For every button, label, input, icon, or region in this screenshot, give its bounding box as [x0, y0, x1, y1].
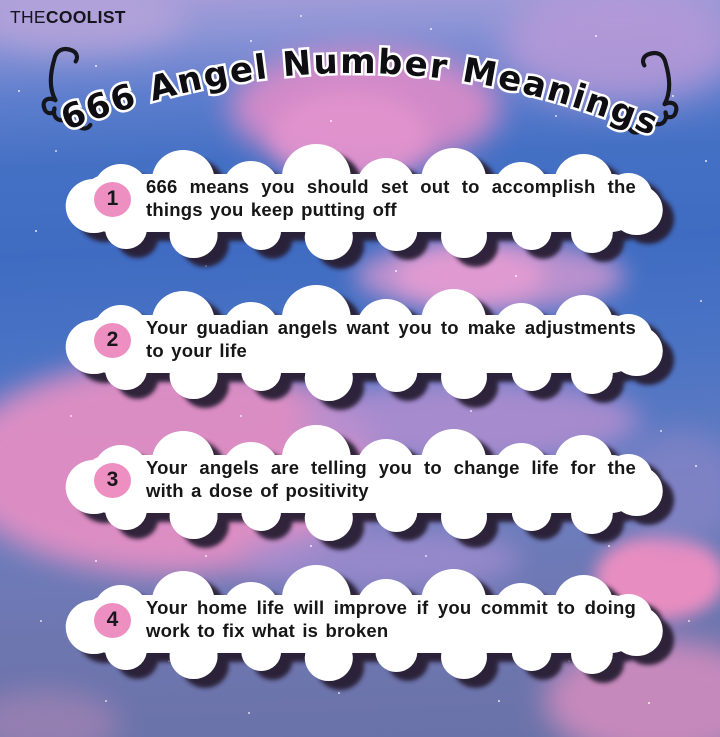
item-text: 666 means you should set out to accomplish the things you keep putting off [146, 176, 636, 220]
meaning-card-2 [48, 287, 672, 405]
svg-text:666 Angel Number Meanings [55, 42, 665, 145]
item-number-badge: 4 [94, 603, 131, 638]
pink-cloud-blob [0, 690, 120, 737]
item-text: Your angels are telling you to change life for the with a dose of positivity [146, 457, 636, 501]
title-arc [0, 28, 720, 168]
item-number-badge: 3 [94, 463, 131, 498]
item-text: Your home life will improve if you commit to doing work to fix what is broken [146, 597, 636, 641]
meaning-card-4 [48, 567, 672, 685]
meaning-card-3 [48, 427, 672, 545]
page-title: 666 Angel Number Meanings [55, 41, 666, 145]
item-number-badge: 1 [94, 182, 131, 217]
item-text: Your guadian angels want you to make adjustments to your life [146, 317, 636, 361]
brand-logo-prefix: THE [10, 7, 46, 27]
brand-logo [10, 7, 126, 28]
item-number-badge: 2 [94, 323, 131, 358]
brand-logo-suffix: COOLIST [45, 7, 126, 27]
